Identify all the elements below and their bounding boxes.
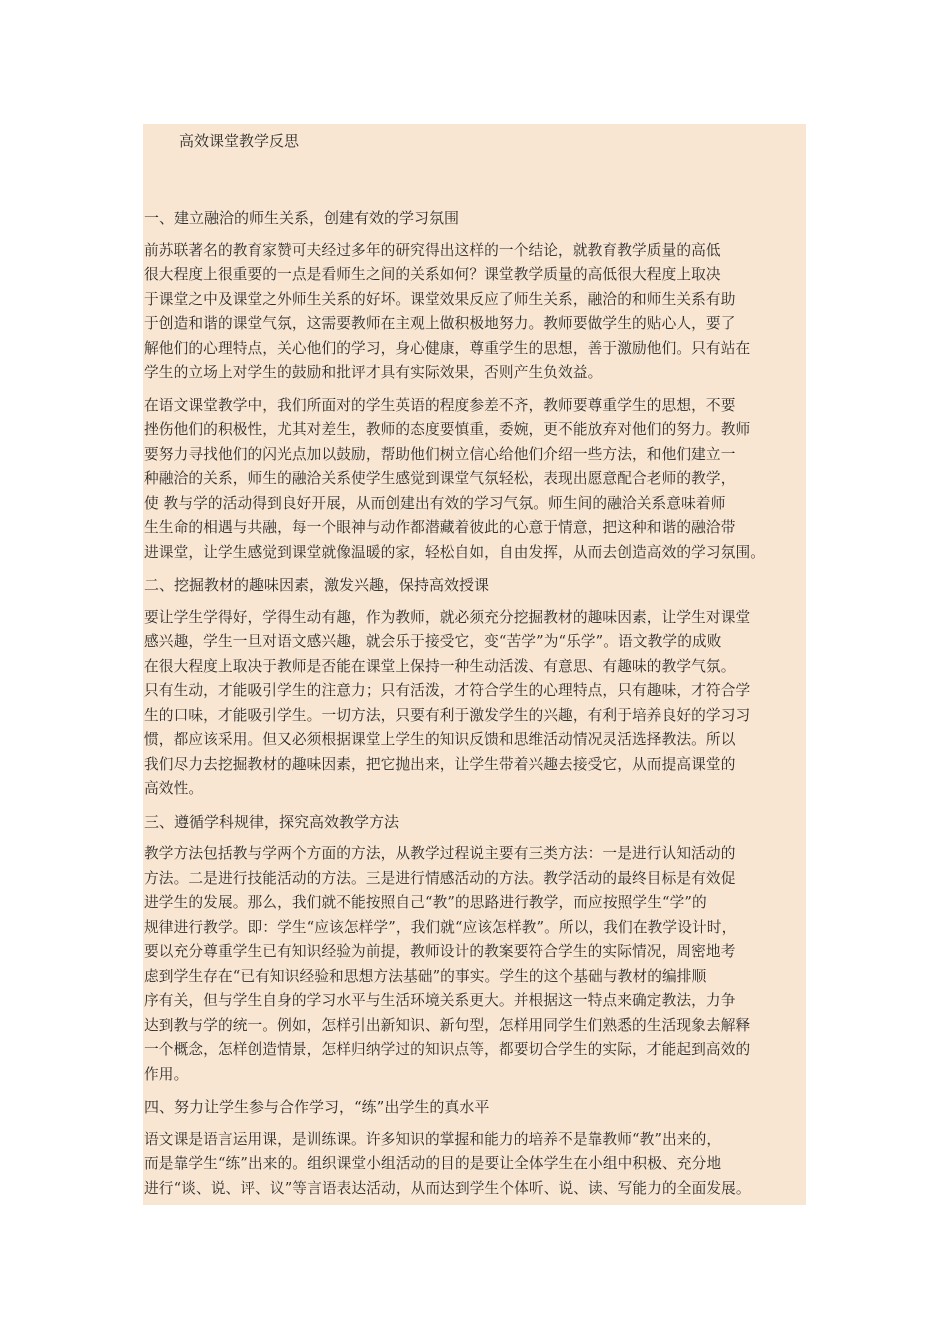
text-line: 一个概念，怎样创造情景，怎样归纳学过的知识点等，都要切合学生的实际，才能起到高效的 <box>144 1041 751 1058</box>
text-line: 于课堂之中及课堂之外师生关系的好坏。课堂效果反应了师生关系，融洽的和师生关系有助 <box>144 290 736 308</box>
text-line: 进课堂，让学生感觉到课堂就像温暖的家，轻松自如，自由发挥，从而去创造高效的学习氛围。 <box>144 543 766 561</box>
text-line: 使 教与学的活动得到良好开展，从而创建出有效的学习气氛。师生间的融洽关系意味着师 <box>144 494 726 512</box>
text-line: 很大程度上很重要的一点是看师生之间的关系如何？课堂教学质量的高低很大程度上取决 <box>144 266 721 283</box>
text-line: 而是靠学生“练”出来的。组织课堂小组活动的目的是要让全体学生在小组中积极、充分地 <box>144 1155 722 1172</box>
text-line: 在语文课堂教学中，我们所面对的学生英语的程度参差不齐，教师要尊重学生的思想，不要 <box>144 396 736 414</box>
text-line: 序有关，但与学生自身的学习水平与生活环境关系更大。并根据这一特点来确定教法，力争 <box>144 992 736 1009</box>
text-line: 进行“谈、说、评、议”等言语表达活动，从而达到学生个体听、说、读、写能力的全面发展。 <box>144 1179 751 1197</box>
paragraph <box>144 394 806 566</box>
text-line: 挫伤他们的积极性，尤其对差生，教师的态度要慎重，委婉，更不能放弃对他们的努力。教师 <box>144 421 751 438</box>
text-line: 惯，都应该采用。但又必须根据课堂上学生的知识反馈和思维活动情况灵活选择教法。所以 <box>144 731 736 748</box>
text-line: 进学生的发展。那么，我们就不能按照自己“教”的思路进行教学，而应按照学生“学”的 <box>144 894 707 911</box>
document-body <box>144 206 806 1209</box>
text-line: 种融洽的关系，师生的融洽关系使学生感觉到课堂气氛轻松，表现出愿意配合老师的教学， <box>144 470 736 487</box>
text-line: 学生的立场上对学生的鼓励和批评才具有实际效果，否则产生负效益。 <box>144 364 603 381</box>
text-line: 生生命的相遇与共融，每一个眼神与动作都潜藏着彼此的心意于情意，把这种和谐的融洽带 <box>144 519 736 536</box>
text-line: 要努力寻找他们的闪光点加以鼓励，帮助他们树立信心给他们介绍一些方法，和他们建立一 <box>144 445 736 463</box>
section-heading: 一、建立融洽的师生关系，创建有效的学习氛围 <box>144 209 460 227</box>
paragraph <box>144 1128 806 1202</box>
document-page <box>143 124 806 1205</box>
text-line: 规律进行教学。即：学生“应该怎样学”，我们就“应该怎样教”。所以，我们在教学设计时， <box>144 918 737 936</box>
text-line: 我们尽力去挖掘教材的趣味因素，把它抛出来，让学生带着兴趣去接受它，从而提高课堂的 <box>144 755 736 773</box>
text-line: 教学方法包括教与学两个方面的方法，从教学过程说主要有三类方法：一是进行认知活动的 <box>144 845 736 862</box>
section-heading: 三、遵循学科规律，探究高效教学方法 <box>144 812 400 831</box>
text-line: 感兴趣，学生一旦对语文感兴趣，就会乐于接受它，变“苦学”为“乐学”。语文教学的成败 <box>144 633 722 650</box>
paragraph <box>144 606 806 802</box>
paragraph <box>144 842 806 1087</box>
text-line: 语文课是语言运用课，是训练课。许多知识的掌握和能力的培养不是靠教师“教”出来的， <box>144 1130 722 1148</box>
text-line: 达到教与学的统一。例如，怎样引出新知识、新句型，怎样用同学生们熟悉的生活现象去解释 <box>144 1016 751 1034</box>
text-line: 作用。 <box>144 1065 189 1083</box>
text-line: 高效性。 <box>144 780 204 797</box>
paragraph <box>144 239 806 386</box>
text-line: 前苏联著名的教育家赞可夫经过多年的研究得出这样的一个结论，就教育教学质量的高低 <box>144 241 721 259</box>
section-heading: 四、努力让学生参与合作学习，“练”出学生的真水平 <box>144 1098 490 1116</box>
text-line: 生的口味，才能吸引学生。一切方法，只要有利于激发学生的兴趣，有利于培养良好的学习习 <box>144 706 751 724</box>
text-line: 要让学生学得好，学得生动有趣，作为教师，就必须充分挖掘教材的趣味因素，让学生对课堂 <box>144 608 751 626</box>
text-line: 在很大程度上取决于教师是否能在课堂上保持一种生动活泼、有意思、有趣味的教学气氛。 <box>144 657 736 675</box>
text-line: 方法。二是进行技能活动的方法。三是进行情感活动的方法。教学活动的最终目标是有效促 <box>144 869 736 887</box>
text-line: 只有生动，才能吸引学生的注意力；只有活泼，才符合学生的心理特点，只有趣味，才符合学 <box>144 682 751 699</box>
text-line: 虑到学生存在“已有知识经验和思想方法基础”的事实。学生的这个基础与教材的编排顺 <box>144 967 707 985</box>
text-line: 于创造和谐的课堂气氛，这需要教师在主观上做积极地努力。教师要做学生的贴心人，要了 <box>144 315 736 332</box>
document-title: 高效课堂教学反思 <box>179 132 300 150</box>
text-line: 要以充分尊重学生已有知识经验为前提，教师设计的教案要符合学生的实际情况，周密地考 <box>144 943 736 960</box>
section-heading: 二、挖掘教材的趣味因素，激发兴趣，保持高效授课 <box>144 576 490 594</box>
text-line: 解他们的心理特点，关心他们的学习，身心健康，尊重学生的思想，善于激励他们。只有站在 <box>144 339 751 357</box>
